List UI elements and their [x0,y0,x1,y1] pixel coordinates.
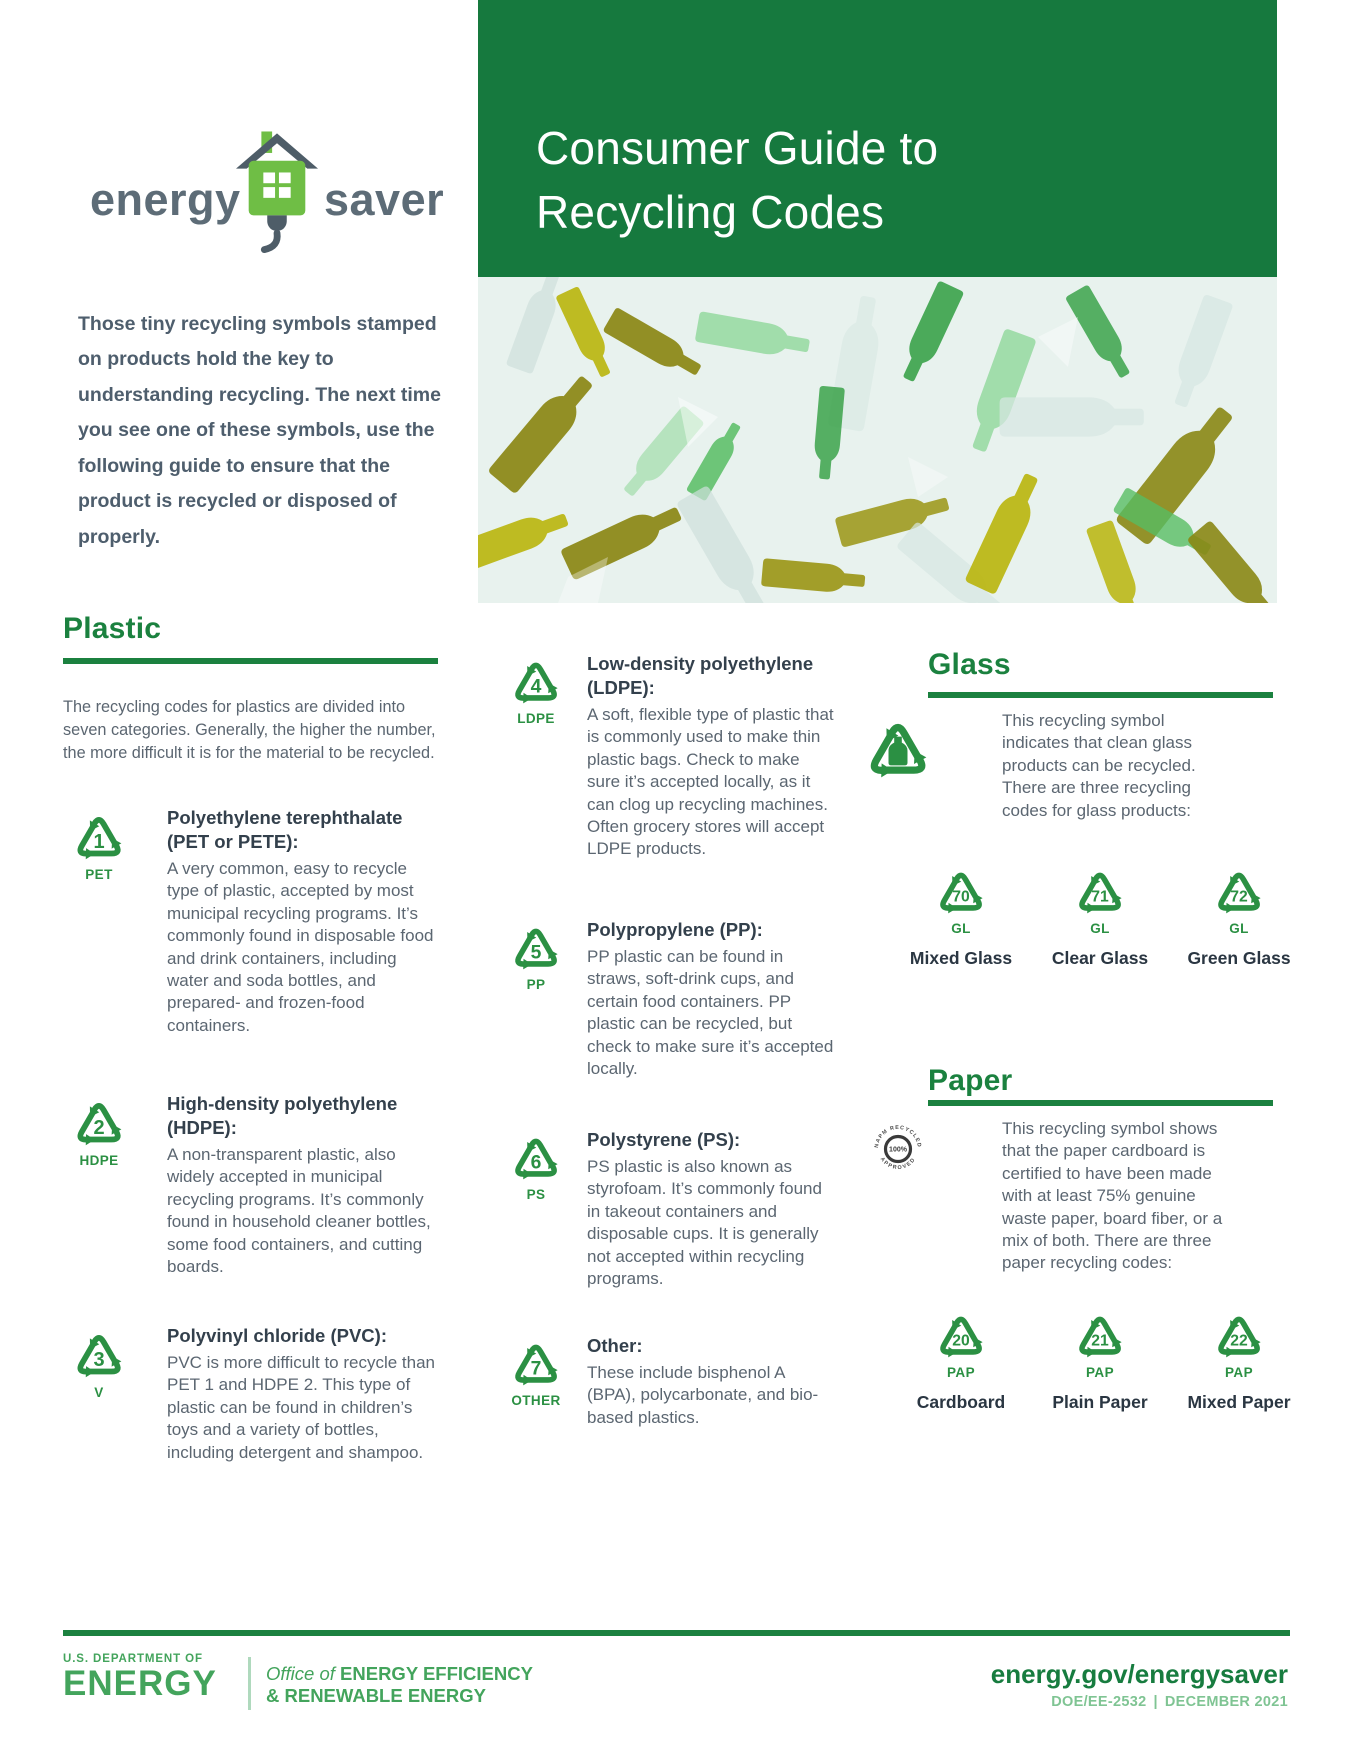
plastic-item-ps [505,1128,835,1290]
napm-recycled-icon [871,1122,925,1176]
paper-recycling-symbol [858,1118,938,1176]
recycling-arrows-icon [1071,1306,1129,1364]
plastic-intro: The recycling codes for plastics are divided into seven categories. Generally, the higher the number, the more difficult it is for the material to be recycled. [63,698,436,763]
svg-text:21: 21 [1091,1332,1109,1350]
material-abbr: GL [1090,921,1110,936]
svg-text:22: 22 [1230,1332,1248,1350]
plastic-item-hdpe [63,1092,443,1278]
svg-text:3: 3 [93,1348,105,1371]
plastic-item-pvc [63,1324,443,1464]
paper-symbol-row [858,1118,1278,1275]
paper-body: This recycling symbol shows that the paper cardboard is certified to have been made with at least 75% genuine waste paper, board fiber, or a mix of both. There are three paper recycling codes: [1002,1119,1223,1273]
resin-code-5-icon [505,918,567,992]
recycling-arrows-icon [1210,1306,1268,1364]
item-body: These include bisphenol A (BPA), polycarbonate, and bio-based plastics. [587,1363,819,1427]
code-label: Clear Glass [1051,948,1149,968]
item-title: Polypropylene (PP): [587,919,763,940]
recycling-arrows-icon [507,1128,565,1186]
glass-code-70 [905,862,1017,969]
material-abbr: GL [1229,921,1249,936]
intro-paragraph: Those tiny recycling symbols stamped on products hold the key to understanding recycling. The next time you see one of these symbols, use the following guide to ensure that the product is recycled or disposed of properly. [78,312,441,548]
resin-code-2-icon [63,1092,135,1168]
office-line1 [266,1663,533,1685]
resin-abbr: LDPE [517,711,555,726]
resin-abbr: PET [85,867,113,882]
item-body: PP plastic can be found in straws, soft-drink cups, and certain food containers. PP plastic can be recycled, but check to make sure it’s accepted locally. [587,947,834,1079]
svg-text:20: 20 [952,1332,970,1350]
svg-text:APPROVED: APPROVED [878,1156,918,1172]
recycling-arrows-icon [69,1092,129,1152]
resin-abbr: PP [526,977,546,992]
resin-code-3-icon [63,1324,135,1400]
section-paper-heading: Paper [928,1064,1013,1097]
svg-text:4: 4 [530,676,542,698]
resin-code-6-icon [505,1128,567,1202]
glass-code-71 [1044,862,1156,969]
resin-abbr: HDPE [79,1153,119,1168]
recycling-arrows-icon [507,1334,565,1392]
svg-text:2: 2 [93,1116,105,1139]
paper-code-22 [1183,1306,1295,1413]
paper-rule [928,1100,1273,1106]
energy-saver-logo [90,126,445,266]
page-title-line2: Recycling Codes [536,186,885,238]
office-line2: & RENEWABLE ENERGY [266,1685,486,1706]
logo-word-energy: energy [90,174,241,225]
svg-text:70: 70 [952,888,970,906]
paper-codes-row [905,1306,1295,1413]
code-label: Mixed Glass [909,948,1013,968]
resin-code-4-icon [505,652,567,726]
item-title: Other: [587,1335,643,1356]
office-italic: Office of [266,1663,335,1684]
resin-abbr: PS [526,1187,546,1202]
code-label: Cardboard [916,1392,1006,1412]
recycling-arrows-icon [932,1306,990,1364]
glass-bottles-photo [478,277,1277,603]
office-bold1: ENERGY EFFICIENCY [340,1663,533,1684]
svg-text:5: 5 [530,942,542,964]
doc-date: DECEMBER 2021 [1164,1694,1288,1710]
glass-recycling-symbol [858,710,938,786]
page-title [478,0,1277,244]
code-label: Plain Paper [1052,1392,1148,1412]
doc-id: DOE/EE-2532 [1051,1694,1147,1710]
paper-code-20 [905,1306,1017,1413]
doe-logo-small-text: U.S. DEPARTMENT OF [63,1653,203,1665]
plastic-item-other [505,1334,835,1429]
item-body: A non-transparent plastic, also widely accepted in municipal recycling programs. It’s commonly found in household cleaner bottles, some food containers, and cutting boards. [167,1145,431,1277]
material-abbr: PAP [1225,1365,1253,1380]
svg-text:72: 72 [1230,888,1248,906]
recycling-arrows-icon [1210,862,1268,920]
energysaver-url-link[interactable]: energy.gov/energysaver [990,1659,1288,1689]
resin-code-1-icon [63,806,135,882]
item-title: High-density polyethylene (HDPE): [167,1093,398,1138]
svg-text:1: 1 [93,830,105,853]
logo-word-saver: saver [324,174,445,225]
item-title: Polyethylene terephthalate (PET or PETE): [167,807,403,852]
code-label: Green Glass [1187,948,1291,968]
recycling-arrows-icon [932,862,990,920]
recycling-arrows-icon [507,652,565,710]
glass-code-72 [1183,862,1295,969]
item-title: Low-density polyethylene (LDPE): [587,653,814,698]
paper-code-21 [1044,1306,1156,1413]
footer-doc-info [900,1694,1288,1710]
section-glass-heading: Glass [928,648,1011,681]
item-body: A soft, flexible type of plastic that is commonly used to make thin plastic bags. Check to make sure it’s accepted locally, as it can clog up recycling machines. Often grocery stores will accept LDPE products. [587,705,834,859]
svg-text:NAPM RECYCLED: NAPM RECYCLED [873,1124,923,1149]
house-plug-icon [236,126,318,258]
doc-info-separator: | [1153,1694,1158,1710]
page-title-line1: Consumer Guide to [536,122,939,174]
glass-rule [928,692,1273,698]
svg-text:100%: 100% [889,1146,907,1154]
svg-text:6: 6 [530,1152,542,1174]
footer-divider [248,1657,251,1710]
header-banner [478,0,1277,277]
resin-code-7-icon [505,1334,567,1408]
glass-body: This recycling symbol indicates that clean glass products can be recycled. There are three recycling codes for glass products: [1002,711,1196,820]
item-title: Polystyrene (PS): [587,1129,741,1150]
glass-bottle-icon [860,710,936,786]
glass-symbol-row [858,710,1278,822]
glass-bottles-photo-art [478,277,1277,603]
item-body: PVC is more difficult to recycle than PET 1 and HDPE 2. This type of plastic can be found in children’s toys and a variety of bottles, including detergent and shampoo. [167,1353,436,1462]
plastic-item-pet [63,806,443,1037]
svg-text:7: 7 [530,1358,542,1380]
item-body: A very common, easy to recycle type of plastic, accepted by most municipal recycling programs. It’s commonly found in disposable food and drink containers, including water and soda bottles, and prepared- and frozen-food containers. [167,859,434,1035]
plastic-rule [63,658,438,664]
material-abbr: PAP [947,1365,975,1380]
resin-abbr: V [94,1385,104,1400]
item-body: PS plastic is also known as styrofoam. It’s commonly found in takeout containers and disposable cups. It is generally not accepted within recycling programs. [587,1157,822,1289]
item-title: Polyvinyl chloride (PVC): [167,1325,387,1346]
resin-abbr: OTHER [511,1393,561,1408]
doe-logo [63,1653,217,1702]
recycling-arrows-icon [69,1324,129,1384]
office-of-eere [266,1663,533,1707]
glass-codes-row [905,862,1295,969]
plastic-item-ldpe [505,652,835,861]
recycling-arrows-icon [507,918,565,976]
recycling-arrows-icon [69,806,129,866]
code-label: Mixed Paper [1187,1392,1291,1412]
svg-text:71: 71 [1091,888,1109,906]
material-abbr: PAP [1086,1365,1114,1380]
section-plastic-heading: Plastic [63,612,162,645]
material-abbr: GL [951,921,971,936]
doe-logo-big-text: ENERGY [63,1664,217,1703]
recycling-arrows-icon [1071,862,1129,920]
footer-rule [63,1630,1290,1636]
plastic-item-pp [505,918,835,1080]
